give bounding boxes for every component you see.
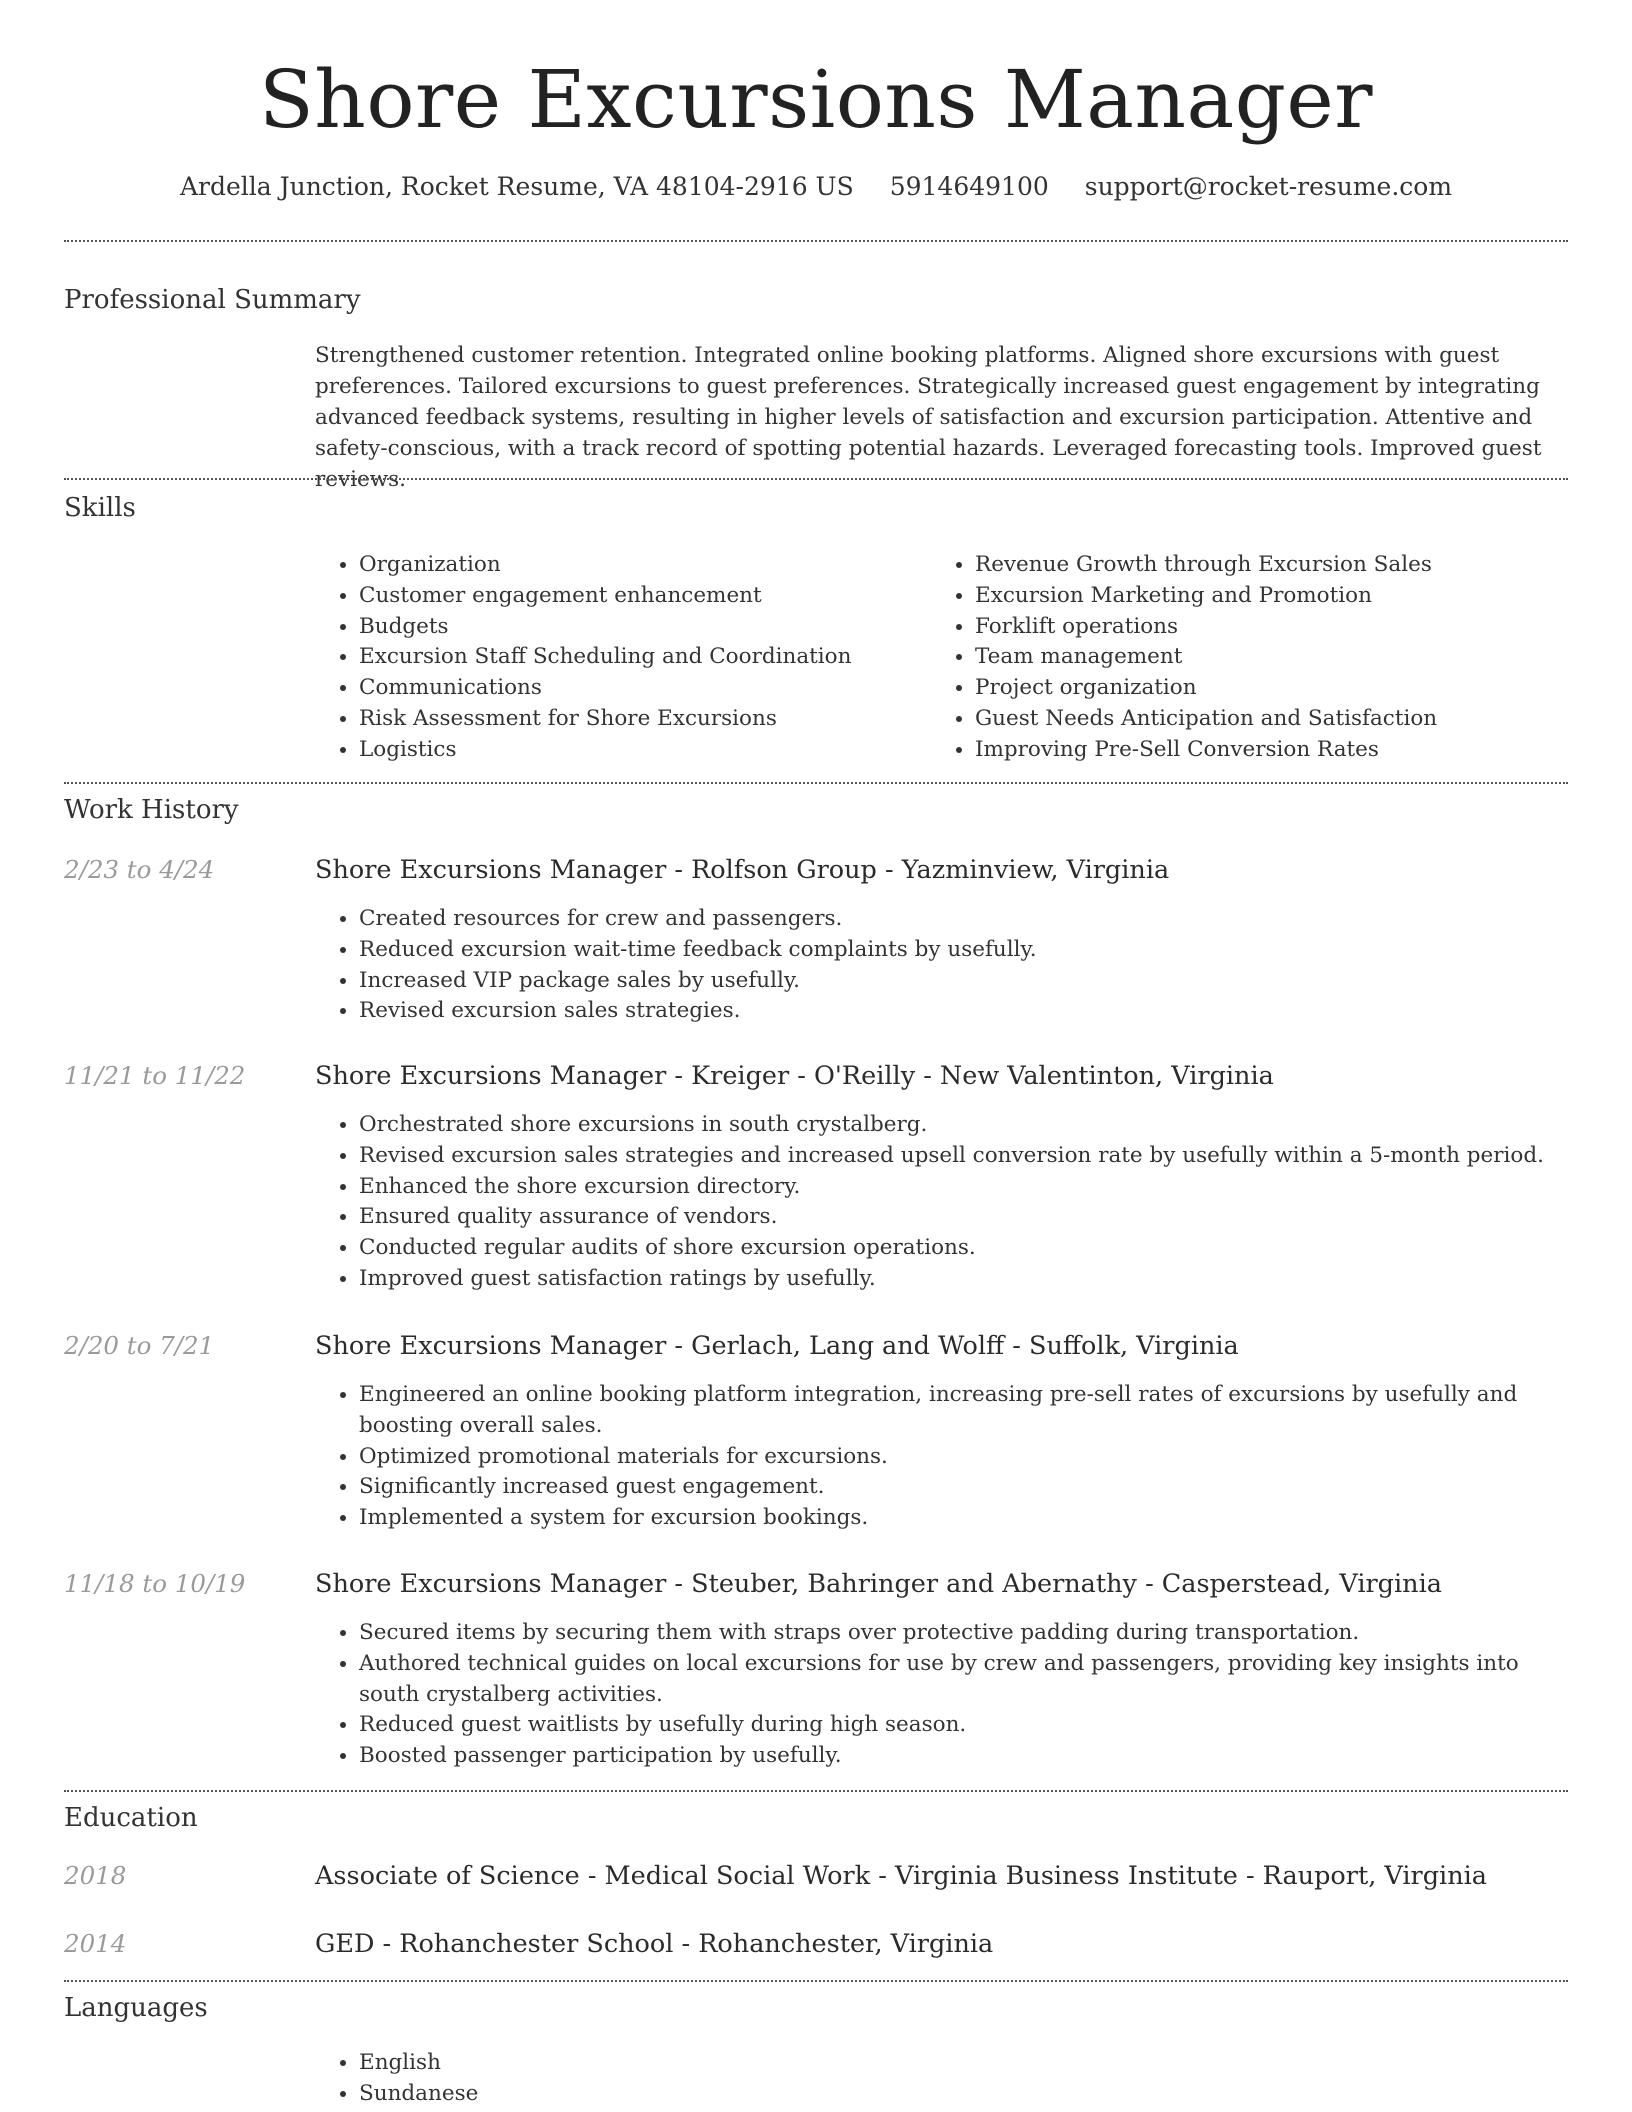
job-bullet: • Boosted passenger participation by usefully. xyxy=(359,1741,1568,1772)
job-bullet: • Created resources for crew and passengers. xyxy=(359,904,1568,935)
job-bullets xyxy=(315,1618,1568,1772)
job-bullet: • Ensured quality assurance of vendors. xyxy=(359,1202,1568,1233)
section-title-summary: Professional Summary xyxy=(64,285,361,315)
contact-address: Ardella Junction, Rocket Resume, VA 48104-2916 US xyxy=(179,172,854,201)
skills-list xyxy=(315,550,1568,766)
section-title-work: Work History xyxy=(64,795,239,825)
job-bullet: • Revised excursion sales strategies and increased upsell conversion rate by usefully within a 5-month period. xyxy=(359,1141,1568,1172)
divider xyxy=(64,782,1568,784)
language-item: • Sundanese xyxy=(359,2079,1568,2110)
skill-item: • Organization xyxy=(359,550,931,581)
divider xyxy=(64,1980,1568,1982)
job-bullet: • Conducted regular audits of shore excursion operations. xyxy=(359,1233,1568,1264)
candidate-name: Shore Excursions Manager xyxy=(258,53,1374,146)
job-bullet: • Engineered an online booking platform integration, increasing pre-sell rates of excursions by usefully and boosting overall sales. xyxy=(359,1380,1568,1442)
skill-item: • Excursion Marketing and Promotion xyxy=(975,581,1568,612)
job-title: Shore Excursions Manager - Kreiger - O'Reilly - New Valentinton, Virginia xyxy=(315,1061,1274,1091)
job-title: Shore Excursions Manager - Rolfson Group - Yazminview, Virginia xyxy=(315,855,1170,885)
skill-item: • Team management xyxy=(975,642,1568,673)
job-bullet: • Significantly increased guest engagement. xyxy=(359,1472,1568,1503)
resume-page xyxy=(64,0,1568,2106)
job-dates: 11/18 to 10/19 xyxy=(64,1569,246,1598)
job-bullets xyxy=(315,904,1568,1027)
skills-column-right xyxy=(931,550,1568,766)
skill-item: • Communications xyxy=(359,673,931,704)
education-year: 2014 xyxy=(64,1929,127,1958)
skill-item: • Project organization xyxy=(975,673,1568,704)
job-bullet: • Authored technical guides on local excursions for use by crew and passengers, providing key insights into south crystalberg activities. xyxy=(359,1649,1568,1711)
job-dates: 11/21 to 11/22 xyxy=(64,1061,246,1090)
job-bullet: • Secured items by securing them with straps over protective padding during transportation. xyxy=(359,1618,1568,1649)
job-bullet: • Optimized promotional materials for excursions. xyxy=(359,1442,1568,1473)
languages-list xyxy=(315,2048,1568,2110)
skills-column-left xyxy=(315,550,931,766)
education-entry: Associate of Science - Medical Social Work - Virginia Business Institute - Rauport, Virginia xyxy=(315,1861,1487,1891)
skill-item: • Improving Pre-Sell Conversion Rates xyxy=(975,735,1568,766)
divider xyxy=(64,1790,1568,1792)
section-title-skills: Skills xyxy=(64,493,136,523)
education-entry: GED - Rohanchester School - Rohanchester, Virginia xyxy=(315,1929,994,1959)
summary-text: Strengthened customer retention. Integrated online booking platforms. Aligned shore excursions with guest preferences. Tailored excursions to guest preferences. Strategically increased guest engagement by integrating advanced feedback systems, resulting in higher levels of satisfaction and excursion participation. Attentive and safety-conscious, with a track record of spotting potential hazards. Leveraged forecasting tools. Improved guest reviews. xyxy=(315,343,1542,492)
job-bullets xyxy=(315,1110,1568,1295)
job-dates: 2/20 to 7/21 xyxy=(64,1331,215,1360)
contact-phone: 5914649100 xyxy=(889,172,1049,201)
job-title: Shore Excursions Manager - Steuber, Bahringer and Abernathy - Casperstead, Virginia xyxy=(315,1569,1442,1599)
job-bullet: • Enhanced the shore excursion directory. xyxy=(359,1172,1568,1203)
skill-item: • Budgets xyxy=(359,612,931,643)
divider xyxy=(64,240,1568,242)
skill-item: • Guest Needs Anticipation and Satisfaction xyxy=(975,704,1568,735)
job-title: Shore Excursions Manager - Gerlach, Lang and Wolff - Suffolk, Virginia xyxy=(315,1331,1239,1361)
education-year: 2018 xyxy=(64,1861,127,1890)
contact-email[interactable]: support@rocket-resume.com xyxy=(1084,172,1453,201)
section-title-languages: Languages xyxy=(64,1993,208,2023)
job-bullet: • Increased VIP package sales by usefully. xyxy=(359,966,1568,997)
job-dates: 2/23 to 4/24 xyxy=(64,855,215,884)
contact-line xyxy=(64,170,1568,204)
job-bullet: • Implemented a system for excursion bookings. xyxy=(359,1503,1568,1534)
divider xyxy=(64,478,1568,480)
job-bullet: • Orchestrated shore excursions in south crystalberg. xyxy=(359,1110,1568,1141)
skill-item: • Forklift operations xyxy=(975,612,1568,643)
job-bullets xyxy=(315,1380,1568,1534)
job-bullet: • Reduced guest waitlists by usefully during high season. xyxy=(359,1710,1568,1741)
skill-item: • Revenue Growth through Excursion Sales xyxy=(975,550,1568,581)
job-bullet: • Improved guest satisfaction ratings by usefully. xyxy=(359,1264,1568,1295)
skill-item: • Excursion Staff Scheduling and Coordination xyxy=(359,642,931,673)
skill-item: • Customer engagement enhancement xyxy=(359,581,931,612)
job-bullet: • Reduced excursion wait-time feedback complaints by usefully. xyxy=(359,935,1568,966)
section-title-education: Education xyxy=(64,1803,198,1833)
skill-item: • Logistics xyxy=(359,735,931,766)
skill-item: • Risk Assessment for Shore Excursions xyxy=(359,704,931,735)
language-item: • English xyxy=(359,2048,1568,2079)
job-bullet: • Revised excursion sales strategies. xyxy=(359,996,1568,1027)
